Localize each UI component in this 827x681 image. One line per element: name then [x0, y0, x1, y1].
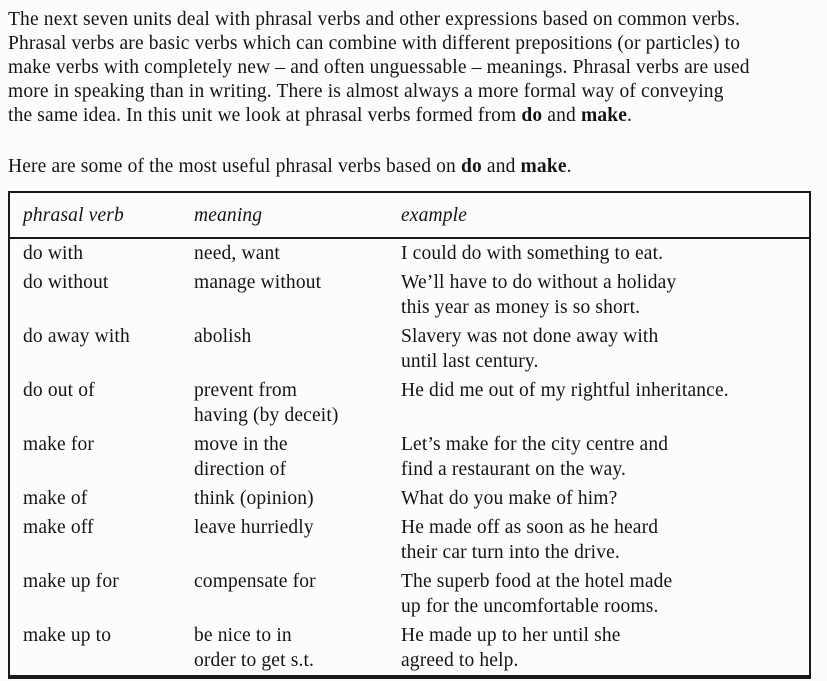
table-row	[9, 322, 810, 376]
cell-line: find a restaurant on the way.	[401, 459, 627, 480]
example-cell	[401, 238, 810, 268]
phrasal-verb-cell: do out of	[23, 380, 95, 401]
bold-term: make	[580, 105, 628, 126]
cell-line: What do you make of him?	[401, 488, 618, 509]
phrasal-verb-cell: make for	[23, 434, 95, 455]
example-cell	[401, 567, 810, 621]
cell-line: manage without	[194, 272, 322, 293]
cell-line: direction of	[194, 459, 287, 480]
example-cell	[401, 484, 810, 513]
cell-line: agreed to help.	[401, 650, 519, 671]
cell-line: up for the uncomfortable rooms.	[401, 596, 659, 617]
lead-in-sentence	[8, 155, 821, 179]
cell-line: abolish	[194, 326, 252, 347]
meaning-cell	[194, 567, 401, 621]
cell-line: I could do with something to eat.	[401, 243, 664, 264]
meaning-cell	[194, 238, 401, 268]
meaning-cell	[194, 268, 401, 322]
cell-line: order to get s.t.	[194, 650, 315, 671]
cell-line: We’ll have to do without a holiday	[401, 272, 677, 293]
column-header-phrasal-verb: phrasal verb	[9, 192, 194, 238]
example-cell	[401, 376, 810, 430]
cell-line: move in the	[194, 434, 288, 455]
phrasal-verb-cell: make up to	[23, 625, 112, 646]
cell-line: this year as money is so short.	[401, 297, 641, 318]
column-header-meaning: meaning	[194, 192, 401, 238]
phrasal-verb-cell: make off	[23, 517, 94, 538]
cell-line: Slavery was not done away with	[401, 326, 659, 347]
cell-line: compensate for	[194, 571, 316, 592]
cell-line: Let’s make for the city centre and	[401, 434, 669, 455]
cell-line: their car turn into the drive.	[401, 542, 620, 563]
cell-line: He did me out of my rightful inheritance.	[401, 380, 729, 401]
cell-line: prevent from	[194, 380, 298, 401]
meaning-cell	[194, 513, 401, 567]
phrasal-verb-cell: do with	[23, 243, 84, 264]
phrasal-verb-cell: do without	[23, 272, 109, 293]
table-row	[9, 513, 810, 567]
cell-line: be nice to in	[194, 625, 292, 646]
meaning-cell	[194, 376, 401, 430]
example-cell	[401, 430, 810, 484]
table-header-row	[9, 192, 810, 238]
text-run: the same idea. In this unit we look at phrasal verbs formed from	[8, 105, 522, 126]
column-header-example: example	[401, 192, 810, 238]
meaning-cell	[194, 430, 401, 484]
text-run: make verbs with completely new – and often unguessable – meanings. Phrasal verbs are used	[8, 57, 750, 78]
table-row	[9, 567, 810, 621]
table-row	[9, 621, 810, 677]
text-run: and	[542, 105, 581, 126]
example-cell	[401, 513, 810, 567]
cell-line: leave hurriedly	[194, 517, 314, 538]
cell-line: The superb food at the hotel made	[401, 571, 673, 592]
text-run: .	[566, 156, 572, 177]
text-run: The next seven units deal with phrasal verbs and other expressions based on common verbs.	[8, 9, 740, 30]
table-row	[9, 238, 810, 268]
cell-line: He made off as soon as he heard	[401, 517, 659, 538]
text-run: Phrasal verbs are basic verbs which can combine with different prepositions (or particles) to	[8, 33, 741, 54]
meaning-cell	[194, 621, 401, 677]
example-cell	[401, 268, 810, 322]
phrasal-verb-cell: do away with	[23, 326, 130, 347]
table-row	[9, 268, 810, 322]
text-run: .	[627, 105, 633, 126]
example-cell	[401, 621, 810, 677]
cell-line: having (by deceit)	[194, 405, 339, 426]
intro-paragraph	[8, 8, 821, 128]
cell-line: until last century.	[401, 351, 539, 372]
bold-term: do	[460, 156, 482, 177]
cell-line: think (opinion)	[194, 488, 314, 509]
meaning-cell	[194, 322, 401, 376]
phrasal-verbs-table	[8, 191, 811, 679]
meaning-cell	[194, 484, 401, 513]
phrasal-verb-cell: make of	[23, 488, 88, 509]
phrasal-verb-cell: make up for	[23, 571, 119, 592]
text-run: and	[481, 156, 521, 177]
table-row	[9, 430, 810, 484]
example-cell	[401, 322, 810, 376]
bold-term: do	[521, 105, 543, 126]
cell-line: need, want	[194, 243, 280, 264]
table-row	[9, 484, 810, 513]
cell-line: He made up to her until she	[401, 625, 621, 646]
table-row	[9, 376, 810, 430]
bold-term: make	[520, 156, 567, 177]
text-run: Here are some of the most useful phrasal verbs based on	[8, 156, 461, 177]
text-run: more in speaking than in writing. There is almost always a more formal way of conveying	[8, 81, 724, 102]
